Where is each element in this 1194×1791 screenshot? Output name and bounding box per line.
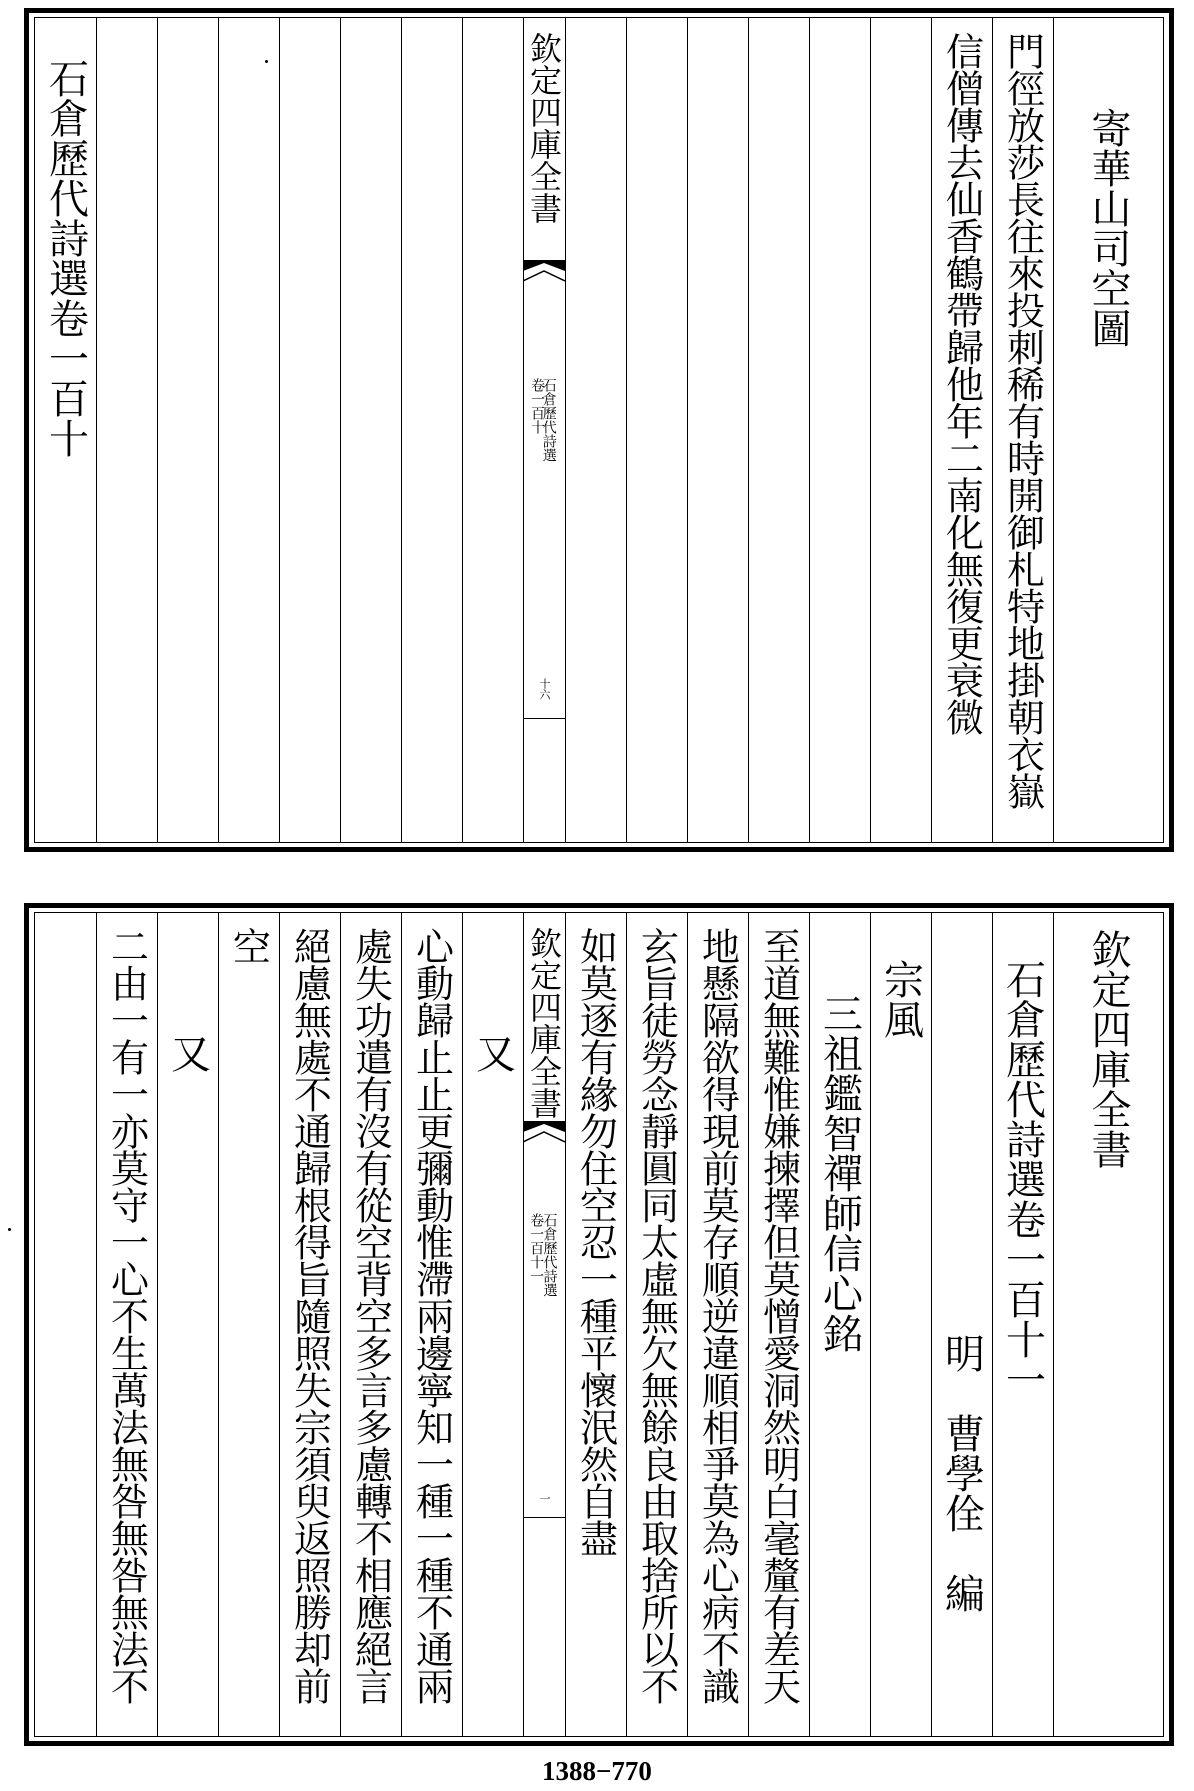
page-bottom-frame (34, 912, 1164, 1737)
text-line: 至道無難惟嫌揀擇但莫憎愛洞然明白毫釐有差天 (756, 927, 801, 1704)
center-volume: 卷一百十 (528, 378, 545, 434)
center-book-title: 欽定四庫全書 (525, 32, 563, 224)
center-subtitle: 石倉歷代詩選 (541, 1213, 558, 1297)
text-line: 地懸隔欲得現前莫存順逆違順相爭莫為心病不識 (695, 927, 740, 1704)
you-column (462, 913, 523, 1736)
text-column (340, 913, 401, 1736)
text-column (687, 913, 748, 1736)
poem-title: 三祖鑑智禪師信心銘 (816, 993, 863, 1353)
fish-tail-ornament (523, 261, 565, 301)
you-marker: 又 (164, 1033, 211, 1073)
text-line: 處失功遣有沒有從空背空多言多慮轉不相應絕言 (348, 927, 393, 1704)
center-book-title: 欽定四庫全書 (525, 927, 563, 1119)
center-folio: 十六 (538, 678, 551, 700)
text-column (931, 18, 992, 842)
poem-heading: 寄華山司空圖 (1085, 108, 1131, 348)
poem-title-column (809, 913, 870, 1736)
volume-title-column (992, 913, 1053, 1736)
center-volume: 卷一百十一 (528, 1213, 545, 1283)
end-title: 石倉歷代詩選卷一百十 (42, 58, 89, 458)
fish-tail-ornament (523, 1122, 565, 1162)
section-title: 宗風 (877, 959, 924, 1039)
center-folio: 一 (538, 1493, 551, 1504)
text-column (279, 913, 340, 1736)
text-column (96, 913, 157, 1736)
text-line: 如莫逐有緣勿住空忍一種平懷泯然自盡 (573, 927, 618, 1556)
text-line: 門徑放莎長往來投刺稀有時開御札特地掛朝衣嶽 (1000, 32, 1045, 809)
author-line: 明 曹學佺 編 (938, 1333, 985, 1613)
book-header: 欽定四庫全書 (1085, 929, 1131, 1169)
you-column (157, 913, 218, 1736)
center-strip (523, 913, 565, 1736)
you-marker: 又 (469, 1033, 516, 1073)
volume-title: 石倉歷代詩選卷一百十一 (999, 959, 1046, 1399)
page-top (24, 8, 1174, 852)
text-line: 心動歸止止更彌動惟滯兩邊寧知一種一種不通兩 (409, 927, 454, 1704)
center-subtitle: 石倉歷代詩選 (540, 378, 557, 462)
text-column (748, 913, 809, 1736)
page-top-frame (34, 17, 1164, 843)
center-strip (523, 18, 565, 842)
text-line: 信僧傳去仙香鶴帶歸他年二南化無復更衰微 (939, 32, 984, 735)
text-line: 玄旨徒勞念靜圓同太虛無欠無餘良由取捨所以不 (634, 927, 679, 1704)
section-column (870, 913, 931, 1736)
text-column (565, 913, 626, 1736)
text-line: 二由一有一亦莫守一心不生萬法無咎無咎無法不 (104, 927, 149, 1704)
text-column (992, 18, 1053, 842)
page-bottom (24, 903, 1174, 1746)
text-line: 絕慮無處不通歸根得旨隨照失宗須臾返照勝却前 (287, 927, 332, 1704)
author-column (931, 913, 992, 1736)
page-number: 1388−770 (542, 1756, 652, 1786)
text-column (401, 913, 462, 1736)
top-heading-column (1053, 18, 1163, 842)
book-header-column (1053, 913, 1163, 1736)
end-title-column (35, 18, 96, 842)
text-column (626, 913, 687, 1736)
text-line: 空 (226, 927, 271, 964)
text-column (218, 913, 279, 1736)
